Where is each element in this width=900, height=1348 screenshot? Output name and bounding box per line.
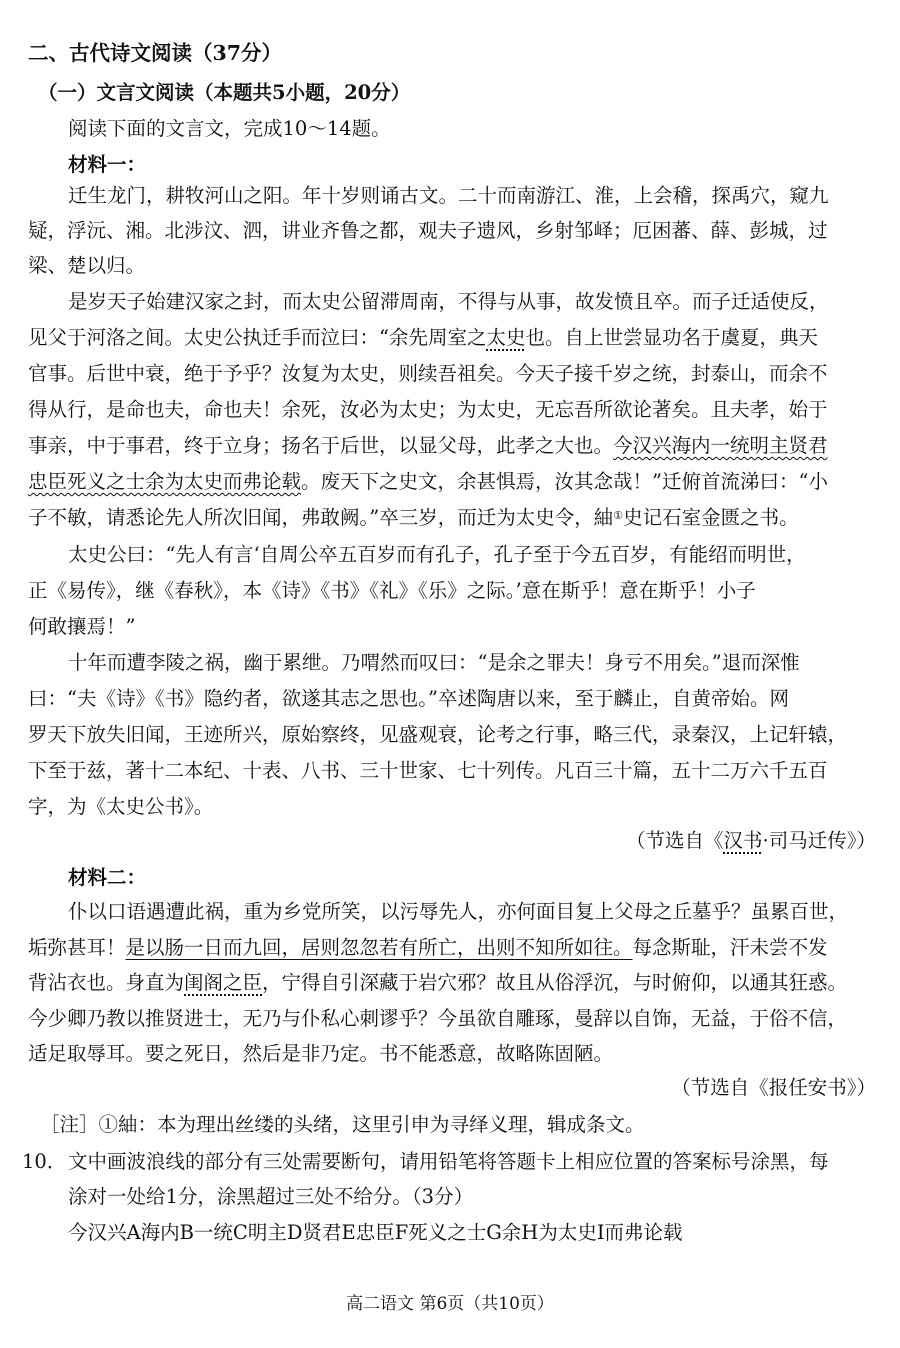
material1-p3-line3: 何敢攘焉！” (28, 615, 136, 638)
material2-line3: 背沾衣也。身直为闺阁之臣，宁得自引深藏于岩穴邪？故且从俗浮沉，与时俯仰，以通其狂惑。 (28, 971, 848, 994)
dotted-emphasis-hanshu: 汉书 (723, 829, 763, 852)
material1-p3-line2: 正《易传》，继《春秋》，本《诗》《书》《礼》《乐》之际。’意在斯乎！意在斯乎！小子 (28, 579, 756, 602)
section-title: 二、古代诗文阅读（37分） (28, 41, 283, 65)
question10-options: 今汉兴A海内B一统C明主D贤君E忠臣F死义之士G余H为太史I而弗论载 (68, 1221, 683, 1244)
material1-p4-line1: 十年而遭李陵之祸，幽于累绁。乃喟然而叹曰：“是余之罪夫！身亏不用矣。”退而深惟 (68, 651, 800, 674)
material1-p2-line6: 忠臣死义之士余为太史而弗论载。废天下之史文，余甚惧焉，汝其念哉！”迁俯首流涕曰：“小 (28, 470, 828, 493)
subsection-title: （一）文言文阅读（本题共5小题，20分） (38, 81, 411, 104)
question10-number: 10． (22, 1150, 67, 1173)
material1-p2-line1: 是岁天子始建汉家之封，而太史公留滞周南，不得与从事，故发愤且卒。而子迁适使反， (68, 290, 829, 313)
instruction-text: 阅读下面的文言文，完成10～14题。 (68, 117, 391, 140)
material2-line5: 适足取辱耳。要之死日，然后是非乃定。书不能悉意，故略陈固陋。 (28, 1042, 614, 1065)
material1-p2-line4: 得从行，是命也夫，命也夫！余死，汝必为太史；为太史，无忘吾所欲论著矣。且夫孝，始于 (28, 398, 828, 421)
underlined-sentence: 是以肠一日而九回，居则忽忽若有所亡，出则不知所如往。 (125, 936, 633, 959)
material1-p2-line5: 事亲，中于事君，终于立身；扬名于后世，以显父母，此孝之大也。今汉兴海内一统明主贤君 (28, 434, 828, 457)
footnote-text: ［注］①紬：本为理出丝缕的头绪，这里引申为寻绎义理，辑成条文。 (40, 1113, 645, 1136)
wavy-underlined-text-part2: 忠臣死义之士余为太史而弗论载 (28, 470, 302, 493)
material1-heading: 材料一： (68, 153, 147, 176)
material1-p4-line3: 罗天下放失旧闻，王迹所兴，原始察终，见盛观衰，论考之行事，略三代，录秦汉，上记轩辕， (28, 723, 848, 746)
material2-heading: 材料二： (68, 866, 147, 889)
wavy-underlined-text-part1: 今汉兴海内一统明主贤君 (613, 434, 828, 457)
question10-line1: 文中画波浪线的部分有三处需要断句，请用铅笔将答题卡上相应位置的答案标号涂黑，每 (68, 1150, 829, 1173)
material1-source: （节选自《汉书·司马迁传》） (626, 829, 876, 852)
material1-p4-line4: 下至于兹，著十二本纪、十表、八书、三十世家、七十列传。凡百三十篇，五十二万六千五百 (28, 759, 828, 782)
question10-line2: 涂对一处给1分，涂黑超过三处不给分。（3分） (68, 1185, 474, 1208)
material1-p1-line1: 迁生龙门，耕牧河山之阳。年十岁则诵古文。二十而南游江、淮，上会稽，探禹穴，窥九 (68, 184, 829, 207)
dotted-emphasis-guige: 闺阁之臣 (184, 971, 263, 994)
material1-p2-line7: 子不敏，请悉论先人所次旧闻，弗敢阙。”卒三岁，而迁为太史令，紬①史记石室金匮之书。 (28, 506, 799, 529)
material2-line1: 仆以口语遇遭此祸，重为乡党所笑，以污辱先人，亦何面目复上父母之丘墓乎？虽累百世， (68, 900, 849, 923)
footnote-marker: ① (613, 509, 624, 522)
material2-line4: 今少卿乃教以推贤进士，无乃与仆私心刺谬乎？今虽欲自雕琢，曼辞以自饰，无益，于俗不信， (28, 1007, 848, 1030)
material1-p4-line2: 曰：“夫《诗》《书》隐约者，欲遂其志之思也。”卒述陶唐以来，至于麟止，自黄帝始。网 (28, 687, 789, 710)
material2-line2: 垢弥甚耳！是以肠一日而九回，居则忽忽若有所亡，出则不知所如往。每念斯耻，汗未尝不发 (28, 936, 828, 959)
material2-source: （节选自《报任安书》） (671, 1076, 876, 1099)
material1-p1-line3: 梁、楚以归。 (28, 254, 146, 277)
page-footer: 高二语文 第6页（共10页） (346, 1294, 554, 1314)
dotted-emphasis-taishi: 太史 (486, 326, 526, 349)
material1-p2-line3: 官事。后世中衰，绝于予乎？汝复为太史，则续吾祖矣。今天子接千岁之统，封泰山，而余不 (28, 362, 828, 385)
material1-p3-line1: 太史公曰：“先人有言‘自周公卒五百岁而有孔子，孔子至于今五百岁，有能绍而明世， (68, 543, 806, 566)
material1-p4-line5: 字，为《太史公书》。 (28, 795, 214, 818)
material1-p1-line2: 疑，浮沅、湘。北涉汶、泗，讲业齐鲁之都，观夫子遗风，乡射邹峄；厄困蕃、薛、彭城，过 (28, 219, 828, 242)
material1-p2-line2: 见父于河洛之间。太史公执迁手而泣曰：“余先周室之太史也。自上世尝显功名于虞夏，典天 (28, 326, 819, 349)
